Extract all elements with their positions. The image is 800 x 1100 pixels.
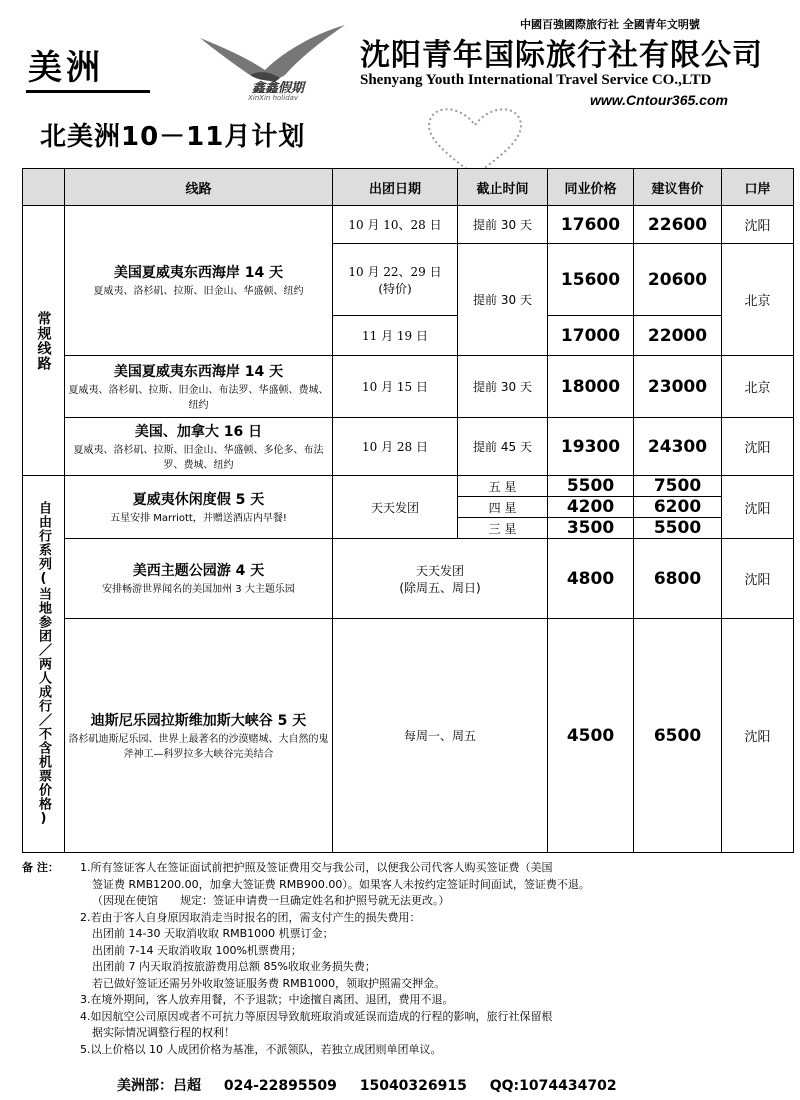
retail-price: 20600 <box>634 244 722 316</box>
notes-body <box>80 860 790 1058</box>
deadline: 提前 30 天 <box>458 206 548 244</box>
depart-date: 10 月 28 日 <box>333 418 458 476</box>
table-row <box>23 539 794 619</box>
retail-price: 6200 <box>634 497 722 518</box>
header-port: 口岸 <box>722 169 794 206</box>
table-header-row <box>23 169 794 206</box>
trade-price: 3500 <box>548 518 634 539</box>
deadline: 提前 30 天 <box>458 356 548 418</box>
route-name: 美国、加拿大 16 日 <box>134 423 263 440</box>
company-name-en: Shenyang Youth International Travel Service CO.,LTD <box>360 72 712 88</box>
trade-price: 4800 <box>548 539 634 619</box>
contact-line <box>22 1075 792 1095</box>
depart-date: 天天发团 (除周五、周日) <box>333 539 548 619</box>
route-desc: 五星安排 Marriott，并赠送酒店内早餐! <box>110 512 287 524</box>
retail-price: 23000 <box>634 356 722 418</box>
retail-price: 5500 <box>634 518 722 539</box>
company-logo <box>190 20 350 100</box>
depart-date: 每周一、周五 <box>333 619 548 853</box>
depart-date: 10 月 22、29 日 (特价) <box>333 244 458 316</box>
retail-price: 7500 <box>634 476 722 497</box>
logo-subtext: XinXin holiday <box>248 94 299 100</box>
region-underline <box>26 90 150 93</box>
note-line: 出团前 14-30 天取消收取 RMB1000 机票订金； <box>92 927 334 940</box>
note-line: 签证费 RMB1200.00，加拿大签证费 RMB900.00）。如果客人未按约定签证时间面试，签证费不退。 <box>92 877 590 891</box>
note-line: 据实际情况调整行程的权利！ <box>92 1026 235 1039</box>
note-line: 若已做好签证还需另外收取签证服务费 RMB1000，领取护照需交押金。 <box>92 976 446 990</box>
route-cell <box>65 619 333 853</box>
table-row <box>23 418 794 476</box>
depart-date: 天天发团 <box>333 476 458 539</box>
note-line: 4.如因航空公司原因或者不可抗力等原因导致航班取消或延误而造成的行程的影响，旅行社保留根 <box>80 1009 553 1023</box>
route-name: 美国夏威夷东西海岸 14 天 <box>113 363 284 380</box>
note-line: 2.若由于客人自身原因取消走当时报名的团，需支付产生的损失费用： <box>80 910 421 924</box>
trade-price: 5500 <box>548 476 634 497</box>
note-line: 5.以上价格以 10 人成团价格为基准，不派领队，若独立成团则单团单议。 <box>80 1042 442 1056</box>
route-cell <box>65 356 333 418</box>
route-cell <box>65 539 333 619</box>
region-title: 美洲 <box>28 48 104 88</box>
retail-price: 6800 <box>634 539 722 619</box>
hotel-star: 五 星 <box>458 476 548 497</box>
trade-price: 17600 <box>548 206 634 244</box>
section-regular: 常规线路 <box>23 206 65 476</box>
depart-date: 10 月 10、28 日 <box>333 206 458 244</box>
note-line: 出团前 7-14 天取消收取 100%机票费用； <box>92 943 302 957</box>
port: 沈阳 <box>722 476 794 539</box>
retail-price: 24300 <box>634 418 722 476</box>
note-line: 3.在境外期间，客人放弃用餐，不予退款；中途擅自离团、退团，费用不退。 <box>80 993 454 1006</box>
trade-price: 4500 <box>548 619 634 853</box>
route-desc: 洛杉矶迪斯尼乐园、世界上最著名的沙漠赌城、大自然的鬼斧神工—科罗拉多大峡谷完美结合 <box>68 733 329 760</box>
contact-mobile: 15040326915 <box>359 1078 467 1094</box>
deadline: 提前 45 天 <box>458 418 548 476</box>
hotel-star: 三 星 <box>458 518 548 539</box>
port: 沈阳 <box>722 418 794 476</box>
deadline: 提前 30 天 <box>458 244 548 356</box>
table-row <box>23 619 794 853</box>
table-row <box>23 206 794 244</box>
hotel-star: 四 星 <box>458 497 548 518</box>
route-name: 夏威夷休闲度假 5 天 <box>132 491 265 508</box>
note-line: 出团前 7 内天取消按旅游费用总额 85%收取业务损失费； <box>92 960 376 973</box>
trade-price: 4200 <box>548 497 634 518</box>
section-free: 自由行系列(当地参团／两人成行／不含机票价格) <box>23 476 65 853</box>
company-name-cn: 沈阳青年国际旅行社有限公司 <box>360 38 763 73</box>
port: 北京 <box>722 356 794 418</box>
logo-text: 鑫鑫假期 <box>252 81 305 96</box>
header-deadline: 截止时间 <box>458 169 548 206</box>
contact-dept: 美洲部：吕超 <box>117 1078 201 1094</box>
route-name: 迪斯尼乐园拉斯维加斯大峡谷 5 天 <box>90 712 307 729</box>
port: 沈阳 <box>722 619 794 853</box>
trade-price: 19300 <box>548 418 634 476</box>
header-date: 出团日期 <box>333 169 458 206</box>
route-name: 美国夏威夷东西海岸 14 天 <box>113 265 284 281</box>
trade-price: 17000 <box>548 316 634 356</box>
port: 沈阳 <box>722 539 794 619</box>
route-name: 美西主题公园游 4 天 <box>132 563 265 579</box>
port: 北京 <box>722 244 794 356</box>
route-desc: 夏威夷、洛杉矶、拉斯、旧金山、布法罗、华盛顿、费城、纽约 <box>68 384 329 411</box>
route-desc: 安排畅游世界闻名的美国加州 3 大主题乐园 <box>102 584 295 595</box>
brand-slogan: 中國百強國際旅行社 全國青年文明號 <box>520 18 700 31</box>
route-desc: 夏威夷、洛杉矶、拉斯、旧金山、华盛顿、多伦多、布法罗、费城、纽约 <box>73 444 324 471</box>
header-trade-price: 同业价格 <box>548 169 634 206</box>
table-row <box>23 476 794 497</box>
note-line: 1.所有签证客人在签证面试前把护照及签证费用交与我公司，以便我公司代客人购买签证费（美国 <box>80 861 553 874</box>
retail-price: 22600 <box>634 206 722 244</box>
trade-price: 18000 <box>548 356 634 418</box>
header-blank <box>23 169 65 206</box>
trade-price: 15600 <box>548 244 634 316</box>
contact-phone: 024-22895509 <box>223 1078 337 1094</box>
company-website: www.Cntour365.com <box>590 92 728 108</box>
depart-date: 11 月 19 日 <box>333 316 458 356</box>
retail-price: 6500 <box>634 619 722 853</box>
route-cell <box>65 206 333 356</box>
route-cell <box>65 476 333 539</box>
port: 沈阳 <box>722 206 794 244</box>
plan-title: 北美洲10－11月计划 <box>40 122 306 152</box>
note-line: （因现在使馆 规定：签证申请费一旦确定姓名和护照号就无法更改。） <box>92 894 450 907</box>
notes-label: 备 注： <box>22 861 59 874</box>
tour-table <box>22 168 794 853</box>
route-desc: 夏威夷、洛杉矶、拉斯、旧金山、华盛顿、纽约 <box>93 286 304 297</box>
depart-date: 10 月 15 日 <box>333 356 458 418</box>
header-retail-price: 建议售价 <box>634 169 722 206</box>
contact-qq: QQ:1074434702 <box>489 1078 617 1094</box>
header-route: 线路 <box>65 169 333 206</box>
retail-price: 22000 <box>634 316 722 356</box>
table-row <box>23 356 794 418</box>
route-cell <box>65 418 333 476</box>
